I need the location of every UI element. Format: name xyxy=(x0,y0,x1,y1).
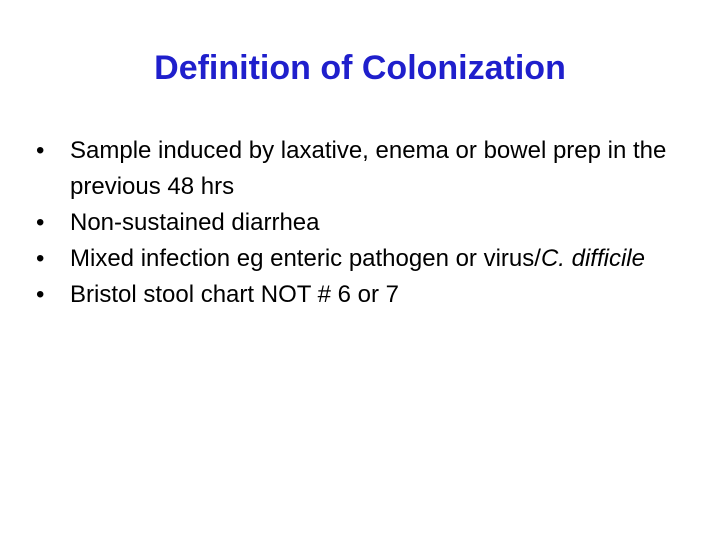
bullet-item-diarrhea xyxy=(36,205,676,241)
bullet-item-mixed-infection xyxy=(36,241,676,277)
bullet-icon: • xyxy=(36,281,45,308)
bullet-text-italic: C. difficile xyxy=(540,245,645,272)
bullet-text: Sample induced by laxative, enema or bowel prep in the previous 48 hrs xyxy=(70,137,667,200)
bullet-list xyxy=(36,133,676,313)
bullet-item-laxative xyxy=(36,133,676,205)
bullet-text: Bristol stool chart NOT # 6 or 7 xyxy=(70,281,400,308)
bullet-text: Non-sustained diarrhea xyxy=(70,209,320,236)
slide-title: Definition of Colonization xyxy=(154,49,566,87)
bullet-item-bristol xyxy=(36,277,676,313)
bullet-icon: • xyxy=(36,209,45,236)
bullet-icon: • xyxy=(36,245,45,272)
bullet-text: Mixed infection eg enteric pathogen or virus/ xyxy=(70,245,541,272)
bullet-icon: • xyxy=(36,137,45,164)
